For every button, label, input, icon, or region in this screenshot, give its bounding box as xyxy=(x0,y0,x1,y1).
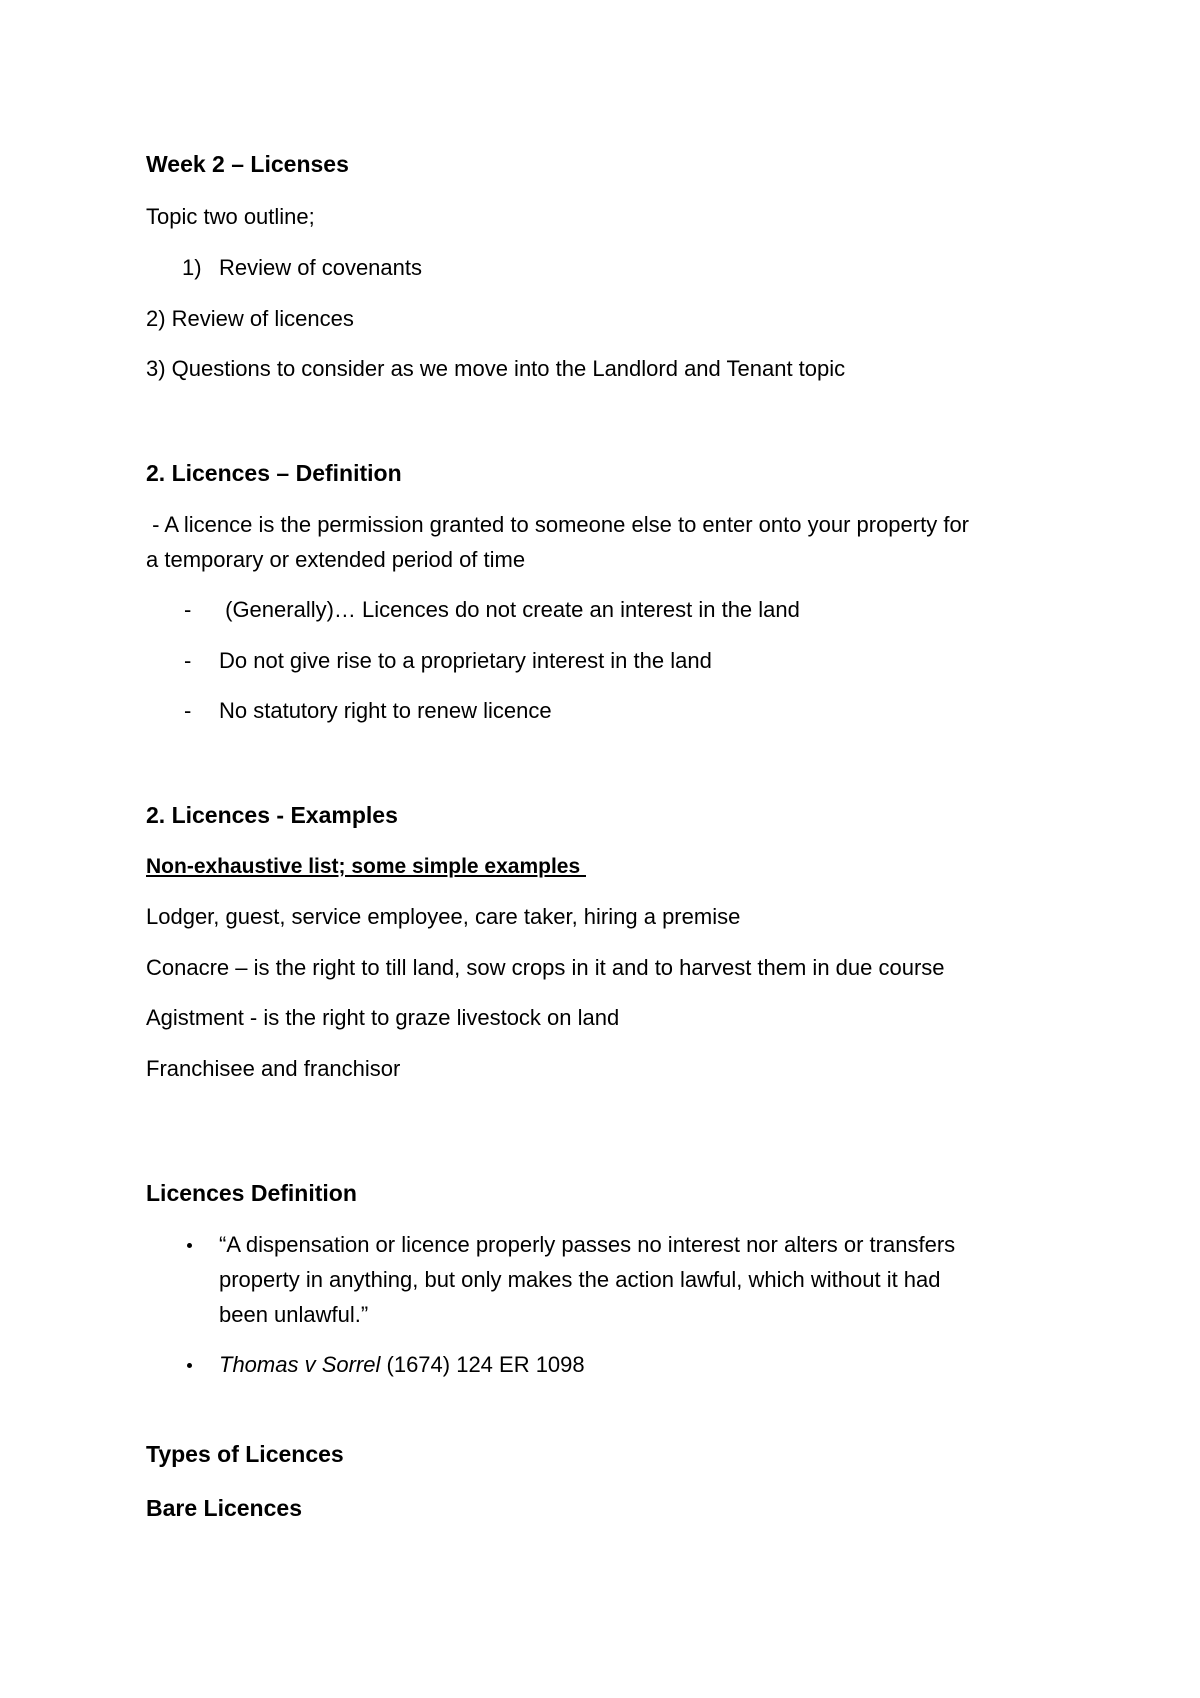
definition-bullet-2: Do not give rise to a proprietary interest in the land xyxy=(219,648,712,673)
week-heading: Week 2 – Licenses xyxy=(146,151,349,177)
bullet-dot xyxy=(187,1243,192,1248)
quote-line-3: been unlawful.” xyxy=(219,1302,369,1327)
case-citation xyxy=(219,1352,585,1378)
quote-line-1: “A dispensation or licence properly passes no interest nor alters or transfers xyxy=(219,1232,956,1257)
example-line-2: Conacre – is the right to till land, sow crops in it and to harvest them in due course xyxy=(146,955,945,980)
definition-heading: 2. Licences – Definition xyxy=(146,460,402,486)
bullet-dash: - xyxy=(184,648,192,673)
quote-line-2: property in anything, but only makes the action lawful, which without it had xyxy=(219,1267,941,1292)
case-name: Thomas v Sorrel xyxy=(219,1352,381,1377)
outline-item-3: 3) Questions to consider as we move into the Landlord and Tenant topic xyxy=(146,356,846,381)
example-line-3: Agistment - is the right to graze livestock on land xyxy=(146,1005,620,1030)
definition-para-line-2: a temporary or extended period of time xyxy=(146,547,526,572)
bullet-dot xyxy=(187,1363,192,1368)
outline-intro: Topic two outline; xyxy=(146,204,315,229)
outline-item-2: 2) Review of licences xyxy=(146,306,354,331)
outline-item-1: Review of covenants xyxy=(219,255,422,280)
example-line-1: Lodger, guest, service employee, care taker, hiring a premise xyxy=(146,904,741,929)
case-reference: (1674) 124 ER 1098 xyxy=(380,1352,585,1377)
definition-para-line-1: - A licence is the permission granted to someone else to enter onto your property for xyxy=(146,512,970,537)
example-line-4: Franchisee and franchisor xyxy=(146,1056,401,1081)
licences-definition-heading: Licences Definition xyxy=(146,1180,357,1206)
definition-bullet-1: (Generally)… Licences do not create an interest in the land xyxy=(219,597,800,622)
definition-bullet-3: No statutory right to renew licence xyxy=(219,698,552,723)
bullet-dash: - xyxy=(184,698,192,723)
types-heading: Types of Licences xyxy=(146,1441,344,1467)
bullet-dash: - xyxy=(184,597,192,622)
bare-licences-heading: Bare Licences xyxy=(146,1495,302,1521)
examples-subheading: Non-exhaustive list; some simple examples xyxy=(146,855,586,878)
outline-item-1-number: 1) xyxy=(182,255,202,280)
examples-heading: 2. Licences - Examples xyxy=(146,802,398,828)
